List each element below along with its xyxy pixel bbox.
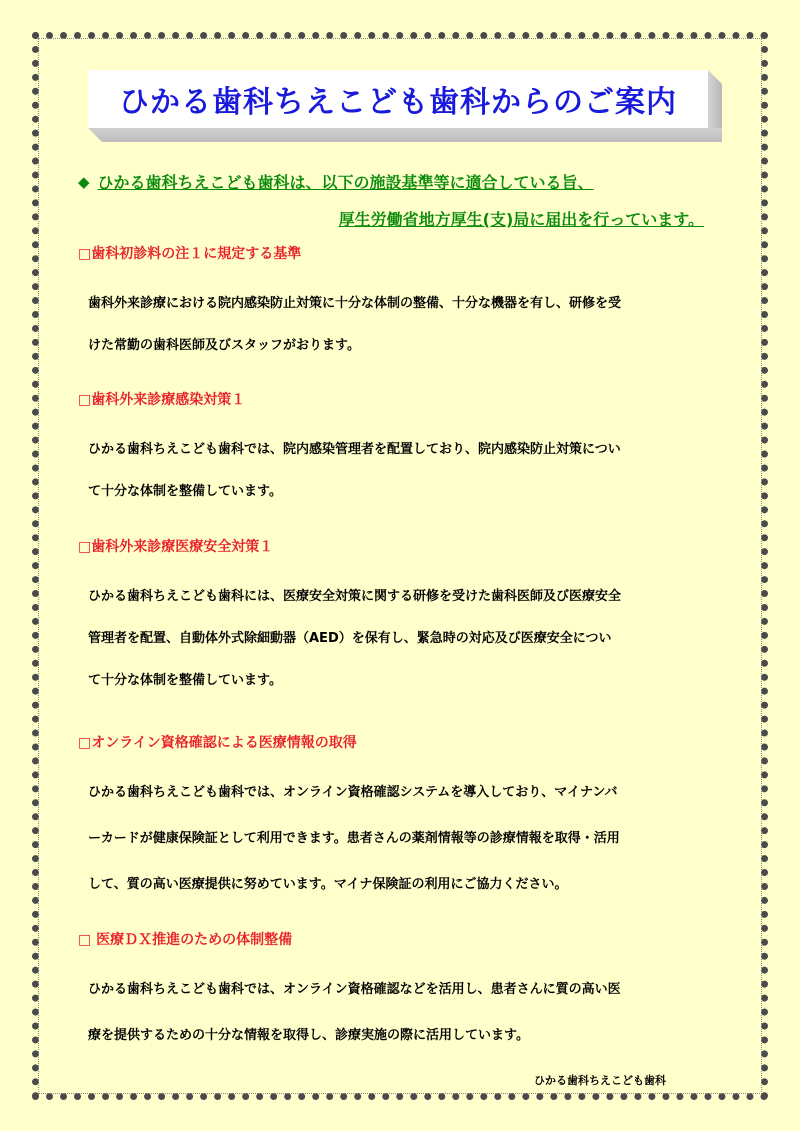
section-heading: □ 医療ＤＸ推進のための体制整備 [78, 932, 293, 948]
notice-line-1 [78, 170, 718, 193]
section-line: して、質の高い医療提供に努めています。マイナ保険証の利用にご協力ください。 [88, 877, 568, 892]
section-body [88, 440, 728, 502]
section-line: 管理者を配置、自動体外式除細動器（AED）を保有し、緊急時の対応及び医療安全につい [88, 631, 612, 646]
notice-block [78, 170, 718, 230]
diamond-bullet-icon: ◆ [78, 172, 90, 191]
section-line: 歯科外来診療における院内感染防止対策に十分な体制の整備、十分な機器を有し、研修を受 [88, 296, 622, 311]
notice-text-2: 厚生労働省地方厚生(支)局に届出を行っています。 [338, 210, 704, 229]
section-line: ひかる歯科ちえこども歯科では、オンライン資格確認システムを導入しており、マイナンバ [88, 785, 618, 800]
section-body [88, 980, 728, 1046]
notice-text-1: ひかる歯科ちえこども歯科は、以下の施設基準等に適合している旨、 [97, 173, 594, 192]
section-medical-dx [78, 929, 728, 1046]
title-box [88, 70, 708, 128]
section-line: 療を提供するための十分な情報を取得し、診療実施の際に活用しています。 [88, 1028, 529, 1043]
title-shadow-bottom [88, 128, 722, 142]
section-medical-safety [78, 536, 728, 691]
section-line: ひかる歯科ちえこども歯科では、院内感染管理者を配置しており、院内感染防止対策につい [88, 442, 621, 457]
section-initial-consultation [78, 243, 728, 356]
section-line: ーカードが健康保険証として利用できます。患者さんの薬剤情報等の診療情報を取得・活用 [88, 831, 620, 846]
section-line: て十分な体制を整備しています。 [88, 673, 282, 688]
section-line: けた常勤の歯科医師及びスタッフがおります。 [88, 338, 360, 353]
section-heading: □歯科外来診療感染対策１ [78, 392, 246, 408]
section-online-qualification [78, 732, 728, 895]
section-line: て十分な体制を整備しています。 [88, 484, 282, 499]
notice-line-2 [78, 207, 718, 230]
section-line: ひかる歯科ちえこども歯科には、医療安全対策に関する研修を受けた歯科医師及び医療安全 [88, 589, 622, 604]
clinic-signature: ひかる歯科ちえこども歯科 [534, 1074, 666, 1087]
section-line: ひかる歯科ちえこども歯科では、オンライン資格確認などを活用し、患者さんに質の高い医 [88, 982, 621, 997]
section-body [88, 783, 728, 895]
section-infection-control [78, 389, 728, 502]
section-body [88, 587, 728, 691]
section-heading: □歯科外来診療医療安全対策１ [78, 539, 274, 555]
section-heading: □歯科初診料の注１に規定する基準 [78, 246, 302, 262]
section-heading: □オンライン資格確認による医療情報の取得 [78, 735, 357, 751]
page-title: ひかる歯科ちえこども歯科からのご案内 [119, 85, 677, 120]
section-body [88, 294, 728, 356]
